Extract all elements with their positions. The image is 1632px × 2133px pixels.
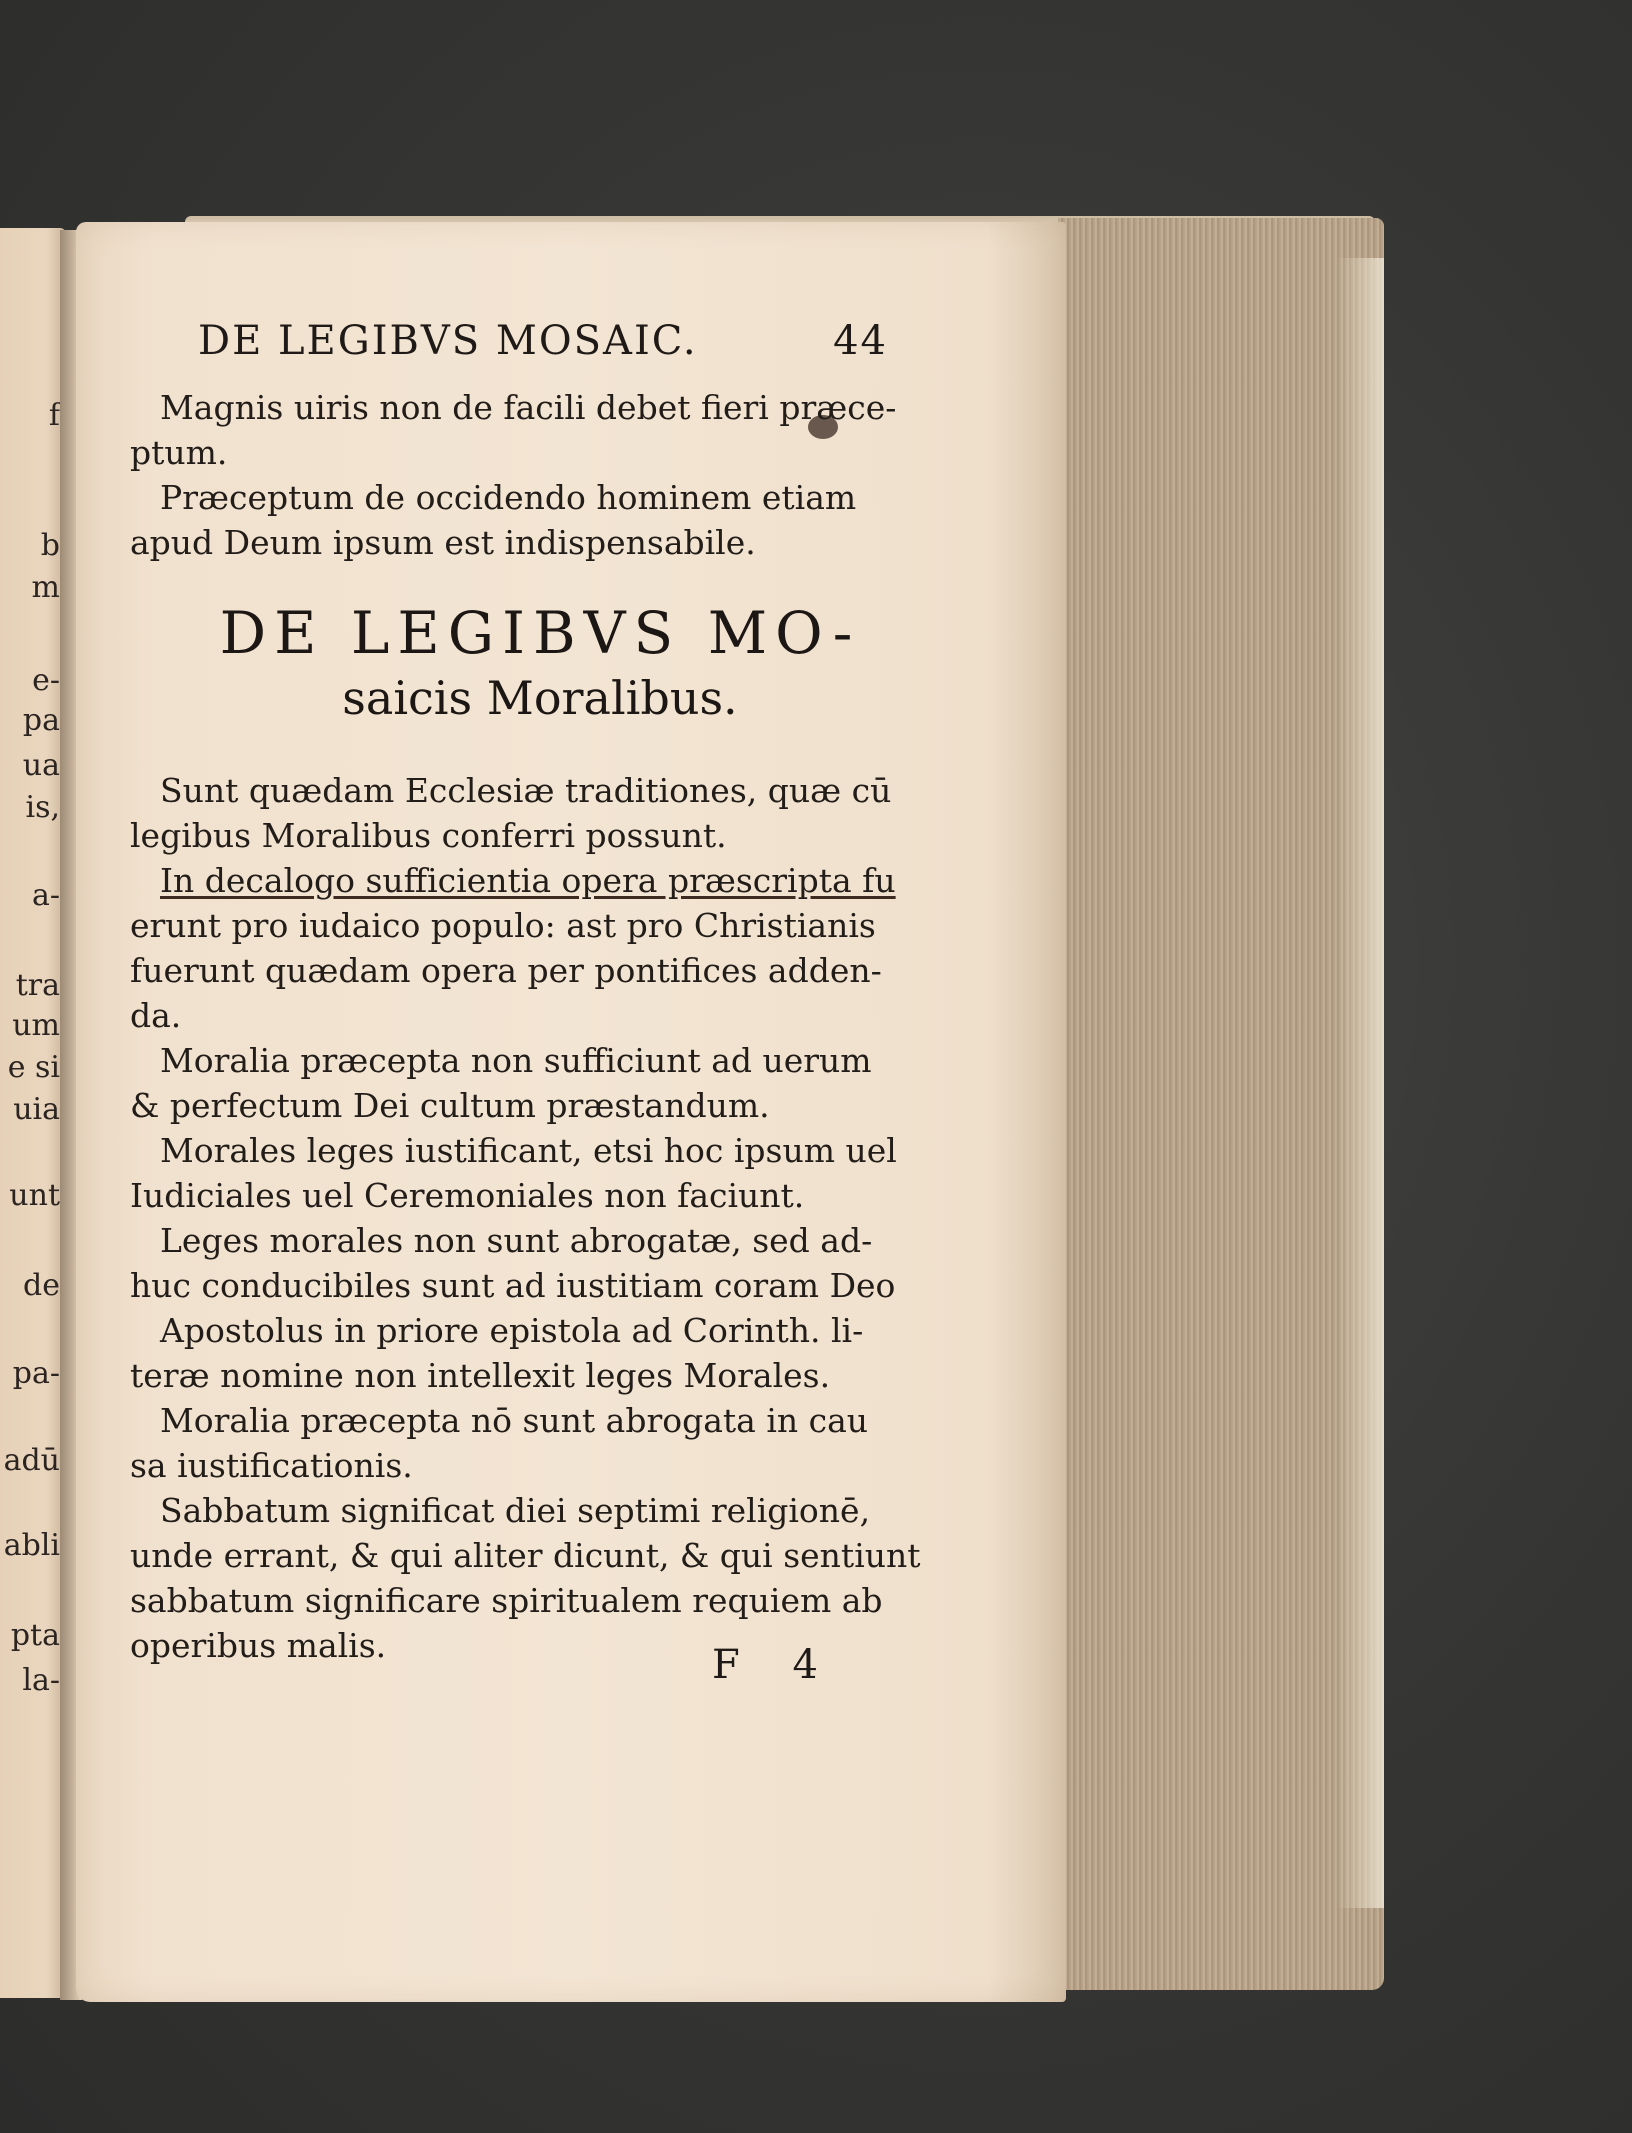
text-line: unde errant, & qui aliter dicunt, & qui sentiunt (130, 1536, 921, 1575)
left-fragment: um (12, 1008, 60, 1043)
left-fragment: pa- (12, 1356, 60, 1391)
text-line: huc conducibiles sunt ad iustitiam coram Deo (130, 1266, 896, 1305)
text-line: Magnis uiris non de facili debet fieri præce- (160, 388, 897, 427)
text-line: ptum. (130, 433, 228, 472)
running-head (198, 318, 888, 368)
underlined-text-line: Sabbatum significat diei septimi religionē, (160, 1491, 871, 1530)
section-heading-line-1: DE LEGIBVS MO- (219, 599, 861, 667)
left-fragment: pta (10, 1618, 60, 1653)
page-number: 44 (833, 318, 888, 364)
left-fragment: abli (3, 1528, 60, 1563)
text-line: Morales leges iustificant, etsi hoc ipsum uel (160, 1131, 897, 1170)
text-line: da. (130, 996, 182, 1035)
text-line: Sunt quædam Ecclesiæ traditiones, quæ cū (160, 771, 892, 810)
left-fragment: m (31, 570, 60, 605)
underlined-text-line: In decalogo sufficientia opera præscripta fu (160, 861, 896, 900)
text-line: Moralia præcepta nō sunt abrogata in cau (160, 1401, 869, 1440)
text-line: teræ nomine non intellexit leges Morales. (130, 1356, 831, 1395)
signature-mark: F 4 (712, 1642, 838, 1688)
left-fragment: f (48, 398, 60, 433)
left-page-edge (0, 228, 66, 1998)
book-fore-edge (1058, 218, 1384, 1990)
section-heading (190, 598, 890, 728)
text-line: Apostolus in priore epistola ad Corinth. li- (160, 1311, 864, 1350)
left-fragment: uia (13, 1092, 60, 1127)
text-line: apud Deum ipsum est indispensabile. (130, 523, 756, 562)
text-line: legibus Moralibus conferri possunt. (130, 816, 727, 855)
text-line: Iudiciales uel Ceremoniales non faciunt. (130, 1176, 805, 1215)
left-fragment: e si (7, 1050, 60, 1085)
text-line: operibus malis. (130, 1626, 387, 1665)
text-line: fuerunt quædam opera per pontifices adden- (130, 951, 882, 990)
left-fragment: e- (32, 663, 60, 698)
left-fragment: la- (22, 1663, 60, 1698)
left-fragment: tra (15, 968, 60, 1003)
left-fragment: pa (22, 703, 60, 738)
left-fragment: is, (25, 790, 60, 825)
left-page-text-fragments (0, 228, 66, 1998)
left-fragment: unt (9, 1178, 60, 1213)
running-head-title: DE LEGIBVS MOSAIC. (198, 318, 698, 364)
left-fragment: ua (22, 748, 60, 783)
left-fragment: b (40, 528, 60, 563)
text-line: sabbatum significare spiritualem requiem ab (130, 1581, 883, 1620)
left-fragment: de (23, 1268, 60, 1303)
text-line: Moralia præcepta non sufficiunt ad uerum (160, 1041, 872, 1080)
left-fragment: a- (31, 878, 60, 913)
text-line: Leges morales non sunt abrogatæ, sed ad- (160, 1221, 873, 1260)
text-line: erunt pro iudaico populo: ast pro Christianis (130, 906, 876, 945)
body-paragraphs (130, 768, 921, 1668)
text-line: Præceptum de occidendo hominem etiam (160, 478, 857, 517)
section-heading-line-2: saicis Moralibus. (342, 671, 738, 725)
left-fragment: adū (3, 1443, 60, 1478)
opening-paragraphs (130, 385, 910, 565)
text-line: sa iustificationis. (130, 1446, 413, 1485)
text-line: & perfectum Dei cultum præstandum. (130, 1086, 770, 1125)
